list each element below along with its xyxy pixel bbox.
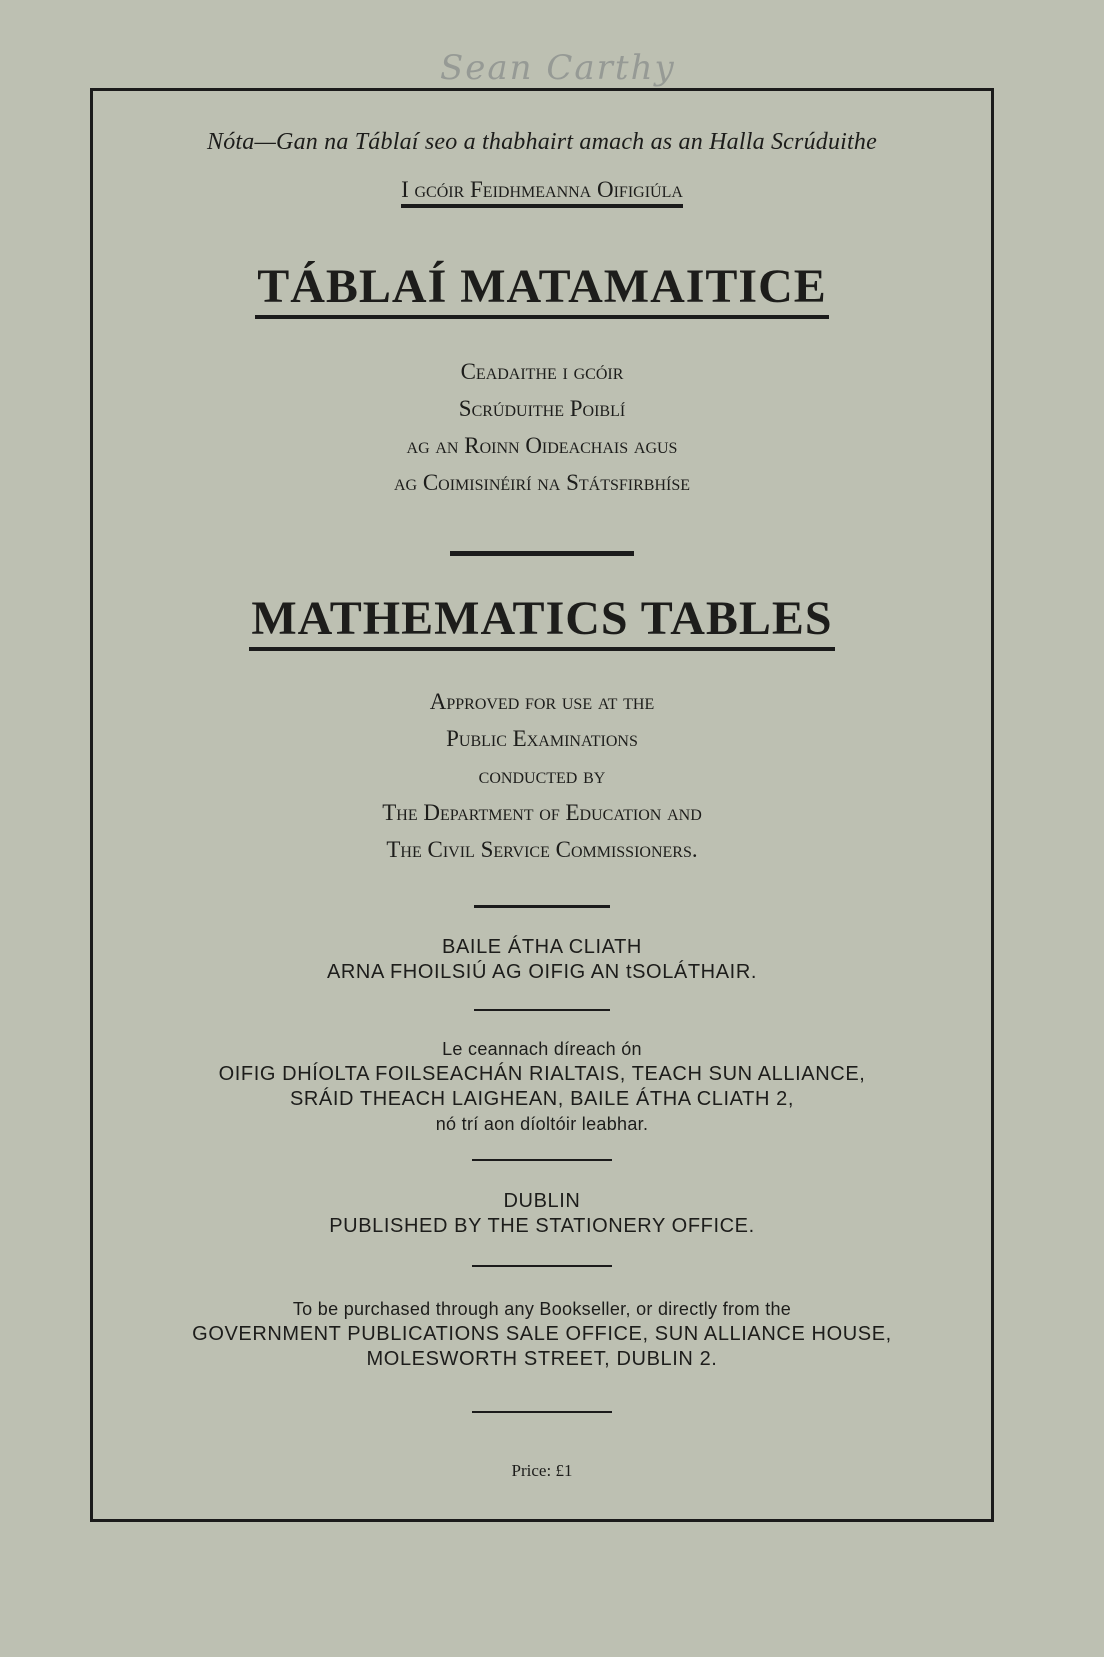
irish-purchase-block [93, 1037, 991, 1137]
irish-publisher-line: BAILE ÁTHA CLIATH [442, 936, 642, 958]
official-use-heading [93, 177, 991, 203]
irish-approval-block [93, 353, 991, 501]
official-use-text: I gcóir Feidhmeanna Oifigiúla [401, 177, 683, 208]
irish-purchase-line: OIFIG DHÍOLTA FOILSEACHÁN RIALTAIS, TEACH SUN ALLIANCE, [218, 1063, 866, 1085]
english-publisher-line: PUBLISHED BY THE STATIONERY OFFICE. [329, 1215, 755, 1237]
english-purchase-line: GOVERNMENT PUBLICATIONS SALE OFFICE, SUN ALLIANCE HOUSE, [192, 1323, 892, 1345]
section-divider [450, 551, 634, 556]
english-purchase-line: To be purchased through any Bookseller, or directly from the [292, 1299, 792, 1319]
english-approval-block [93, 683, 991, 868]
section-divider [474, 1009, 610, 1011]
irish-approval-line: ag an Roinn Oideachais agus [406, 433, 678, 458]
irish-purchase-line: nó trí aon díoltóir leabhar. [435, 1114, 649, 1134]
handwritten-signature: Sean Carthy [440, 48, 676, 88]
cover-frame [90, 88, 994, 1522]
price-label: Price: £1 [511, 1461, 573, 1480]
section-divider [472, 1159, 612, 1161]
section-divider [472, 1411, 612, 1413]
english-approval-line: The Civil Service Commissioners. [386, 837, 698, 862]
english-approval-line: Approved for use at the [429, 689, 655, 714]
irish-approval-line: ag Coimisinéirí na Státsfirbhíse [393, 470, 691, 495]
english-purchase-line: MOLESWORTH STREET, DUBLIN 2. [366, 1348, 718, 1370]
irish-publisher-line: ARNA FHOILSIÚ AG OIFIG AN tSOLÁTHAIR. [326, 961, 758, 983]
irish-publisher-block [93, 935, 991, 985]
english-title [93, 591, 991, 646]
english-publisher-block [93, 1189, 991, 1239]
english-purchase-block [93, 1297, 991, 1372]
irish-purchase-line: SRÁID THEACH LAIGHEAN, BAILE ÁTHA CLIATH 2, [289, 1088, 795, 1110]
section-divider [472, 1265, 612, 1267]
english-title-text: MATHEMATICS TABLES [249, 592, 834, 651]
irish-purchase-line: Le ceannach díreach ón [442, 1039, 642, 1059]
irish-approval-line: Ceadaithe i gcóir [460, 359, 624, 384]
exam-hall-note: Nóta—Gan na Táblaí seo a thabhairt amach as an Halla Scrúduithe [207, 129, 877, 155]
irish-approval-line: Scrúduithe Poiblí [458, 396, 626, 421]
english-approval-line: The Department of Education and [382, 800, 702, 825]
irish-title-text: TÁBLAÍ MATAMAITICE [255, 260, 829, 319]
english-publisher-line: DUBLIN [503, 1190, 581, 1212]
english-approval-line: Public Examinations [446, 726, 638, 751]
english-approval-line: conducted by [478, 763, 606, 788]
irish-title [93, 259, 991, 314]
section-divider [474, 905, 610, 908]
